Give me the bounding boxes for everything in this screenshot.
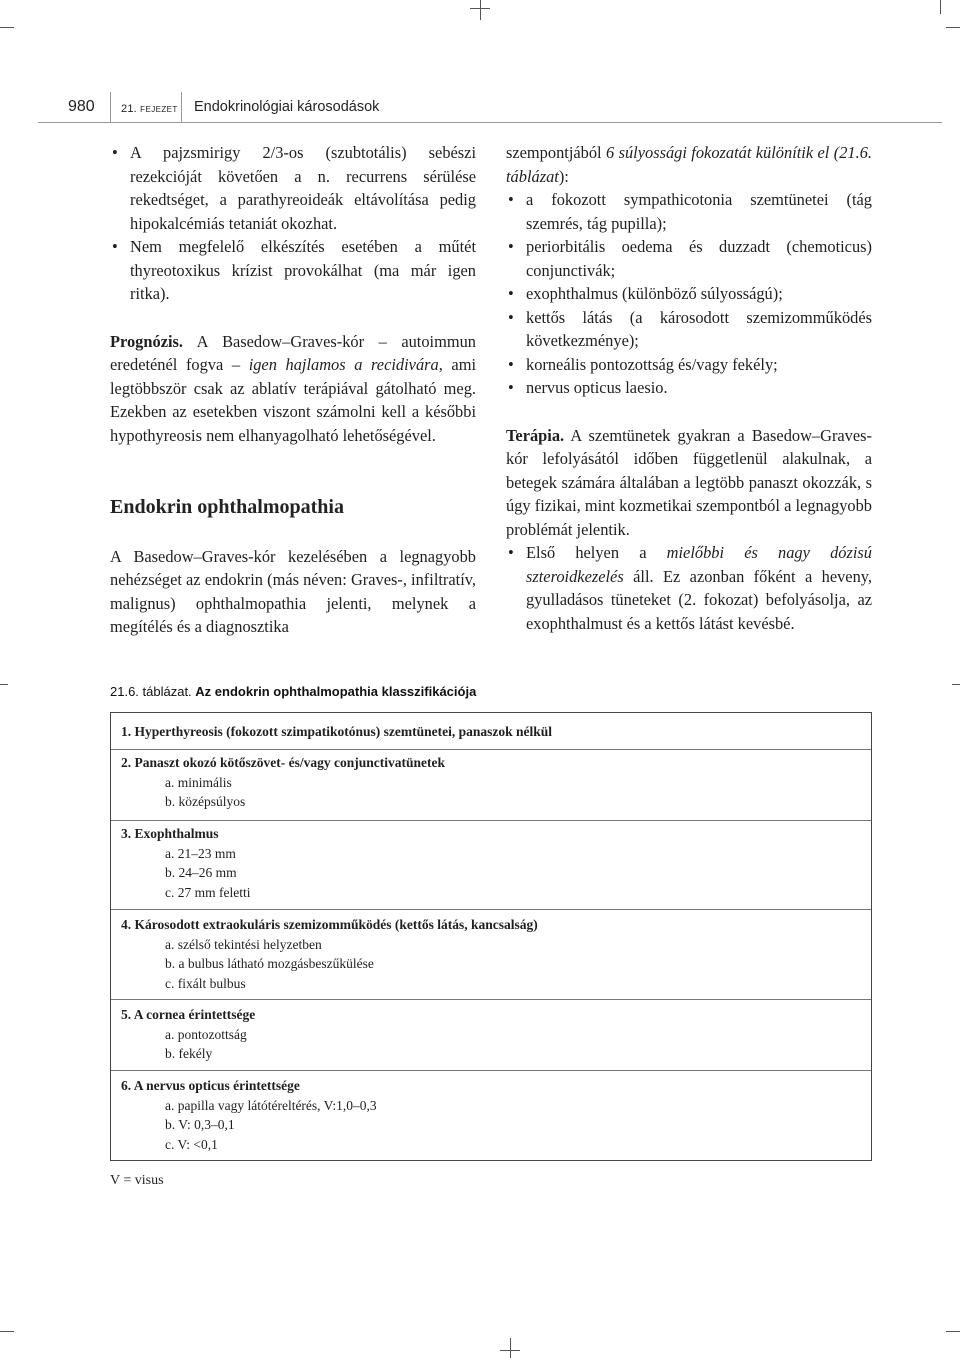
row-item: b. fekély	[165, 1046, 213, 1061]
row-separator	[111, 749, 871, 750]
running-title: Endokrinológiai károsodások	[194, 99, 380, 115]
chapter-label: 21. FEJEZET	[121, 103, 178, 115]
row-item: b. középsúlyos	[165, 794, 246, 809]
list-item: • kettős látás (a károsodott szemizomműködés következménye);	[508, 307, 872, 350]
crop-mark	[952, 684, 960, 685]
bullet-list	[110, 141, 476, 306]
row-item: b. 24–26 mm	[165, 865, 237, 880]
intro-paragraph: szempontjából 6 súlyossági fokozatát különítik el (21.6. táblázat):	[506, 143, 872, 186]
crop-mark	[0, 1331, 14, 1332]
bullet-list	[506, 188, 872, 400]
table-row	[111, 1005, 871, 1064]
crop-mark	[946, 1331, 960, 1332]
row-item: b. a bulbus látható mozgásbeszűkülése	[165, 956, 374, 971]
classification-table	[110, 712, 872, 1161]
list-item: • A pajzsmirigy 2/3-os (szubtotális) sebészi rezekcióját követően a n. recurrens sérülése rekedtséget, a parathyreoideák eltávolítása pedig hipokalcémiás tetaniát okozhat.	[112, 143, 476, 233]
row-item: c. 27 mm feletti	[165, 884, 251, 900]
list-item: • periorbitális oedema és duzzadt (chemoticus) conjunctivák;	[508, 237, 872, 280]
table-row	[111, 824, 871, 902]
row-item: a. papilla vagy látótéreltérés, V:1,0–0,3	[165, 1097, 377, 1113]
left-column	[110, 141, 476, 639]
table-row	[111, 753, 871, 812]
crop-mark	[0, 27, 14, 28]
crop-mark	[0, 684, 8, 685]
row-item: a. minimális	[165, 774, 232, 790]
row-item: a. szélső tekintési helyzetben	[165, 936, 322, 952]
table-caption: 21.6. táblázat. Az endokrin ophthalmopathia klasszifikációja	[110, 684, 477, 699]
row-separator	[111, 999, 871, 1000]
crop-mark	[510, 1338, 511, 1358]
list-item: • Első helyen a mielőbbi és nagy dózisú szteroidkezelés áll. Ez azonban főként a heveny, gyulladásos tüneteket (2. fokozat) befolyásolja, az exophthalmust és a kettős látást kevésbé.	[508, 543, 872, 633]
section-paragraph: A Basedow–Graves-kór kezelésében a legnagyobb nehézséget az endokrin (más néven: Graves-, infiltratív, malignus) ophthalmopathia jelenti, melynek a megítélés és a diagnosztika	[110, 546, 476, 636]
list-item: • korneális pontozottság és/vagy fekély;	[508, 354, 778, 374]
row-separator	[111, 820, 871, 821]
list-item: • exophthalmus (különböző súlyosságú);	[508, 284, 783, 303]
row-item: c. V: <0,1	[165, 1136, 218, 1152]
row-item: a. 21–23 mm	[165, 845, 236, 861]
row-heading: 2. Panaszt okozó kötőszövet- és/vagy conjunctivatünetek	[121, 755, 445, 770]
table-row	[111, 722, 871, 742]
therapy-paragraph: Terápia. A szemtünetek gyakran a Basedow–Graves-kór lefolyásától időben függetlenül alakulnak, a betegek számára általában a legtöbb panaszt okozzák, s úgy fizikai, mint kozmetikai szempontból a legnagyobb problémát jelentik.	[506, 425, 872, 539]
row-item: a. pontozottság	[165, 1026, 247, 1042]
row-item: c. fixált bulbus	[165, 975, 246, 991]
paragraph-lead: Prognózis.	[110, 331, 183, 351]
table-footnote: V = visus	[110, 1173, 164, 1188]
row-separator	[111, 909, 871, 910]
crop-mark	[500, 1350, 520, 1351]
paragraph-lead: Terápia.	[506, 425, 565, 445]
row-heading: 3. Exophthalmus	[121, 826, 219, 841]
row-heading: 4. Károsodott extraokuláris szemizomműködés (kettős látás, kancsalság)	[121, 917, 538, 932]
list-item: • nervus opticus laesio.	[508, 378, 668, 397]
row-heading: 6. A nervus opticus érintettsége	[121, 1078, 300, 1093]
header-divider	[110, 92, 111, 122]
row-heading: 5. A cornea érintettsége	[121, 1007, 256, 1022]
row-separator	[111, 1070, 871, 1071]
row-item: b. V: 0,3–0,1	[165, 1117, 235, 1132]
section-heading: Endokrin ophthalmopathia	[110, 496, 344, 518]
table-row	[111, 1076, 871, 1154]
header-rule	[38, 122, 942, 123]
page-number: 980	[68, 98, 95, 115]
list-item: • Nem megfelelő elkészítés esetében a műtét thyreotoxikus krízist provokálhat (ma már igen ritka).	[112, 237, 476, 303]
table-row	[111, 915, 871, 993]
bullet-list	[506, 541, 872, 635]
prognosis-paragraph: Prognózis. A Basedow–Graves-kór – autoimmun eredeténél fogva – igen hajlamos a recidivára, ami legtöbbször csak az ablatív terápiával gátolható meg. Ezekben az esetekben viszont számolni kell a későbbi hypothyreosis nem elhanyagolható lehetőségével.	[110, 331, 477, 445]
crop-mark	[946, 27, 960, 28]
list-item: • a fokozott sympathicotonia szemtünetei (tág szemrés, tág pupilla);	[508, 190, 872, 233]
crop-mark	[470, 8, 490, 9]
crop-mark	[480, 0, 481, 20]
row-heading: 1. Hyperthyreosis (fokozott szimpatikotónus) szemtünetei, panaszok nélkül	[121, 724, 553, 739]
right-column	[506, 141, 872, 635]
crop-mark	[940, 0, 941, 14]
header-divider	[181, 92, 182, 122]
